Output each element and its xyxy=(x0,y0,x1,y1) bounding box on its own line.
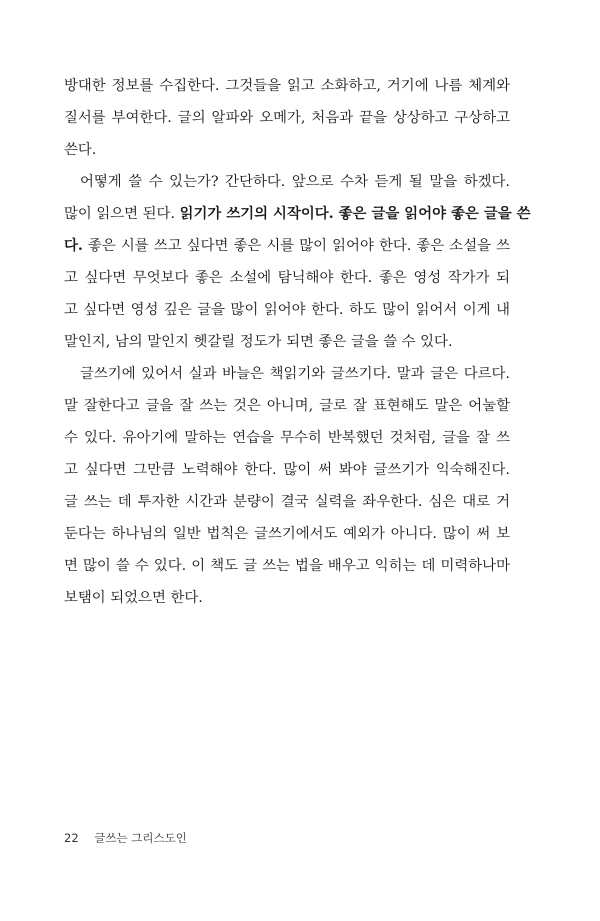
text-run: 좋은 시를 쓰고 싶다면 좋은 시를 많이 읽어야 한다. 좋은 소설을 쓰 xyxy=(82,238,510,254)
text-line xyxy=(64,198,531,230)
text-run: 많이 읽으면 된다. xyxy=(64,206,180,222)
text-line: 수 있다. 유아기에 말하는 연습을 무수히 반복했던 것처럼, 글을 잘 쓰 xyxy=(64,430,510,446)
page-number: 22 xyxy=(64,831,79,845)
text-line xyxy=(64,230,510,262)
text-line: 둔다는 하나님의 일반 법칙은 글쓰기에서도 예외가 아니다. 많이 써 보 xyxy=(64,526,510,542)
text-line: 고 싶다면 영성 깊은 글을 많이 읽어야 한다. 하도 많이 읽어서 이게 내 xyxy=(64,302,510,318)
book-title: 글쓰는 그리스도인 xyxy=(94,831,187,845)
text-line: 쓴다. xyxy=(64,142,97,158)
text-line: 고 싶다면 그만큼 노력해야 한다. 많이 써 봐야 글쓰기가 익숙해진다. xyxy=(64,462,510,478)
body-text xyxy=(64,70,531,614)
text-line: 글쓰기에 있어서 실과 바늘은 책읽기와 글쓰기다. 말과 글은 다르다. xyxy=(80,366,510,382)
text-line: 질서를 부여한다. 글의 알파와 오메가, 처음과 끝을 상상하고 구상하고 xyxy=(64,110,510,126)
text-line: 글 쓰는 데 투자한 시간과 분량이 결국 실력을 좌우한다. 심은 대로 거 xyxy=(64,494,510,510)
emphasis-text: 읽기가 쓰기의 시작이다. 좋은 글을 읽어야 좋은 글을 쓴 xyxy=(179,205,531,222)
page-footer xyxy=(64,830,187,846)
text-line: 면 많이 쓸 수 있다. 이 책도 글 쓰는 법을 배우고 익히는 데 미력하나마 xyxy=(64,558,510,574)
text-line: 보탬이 되었으면 한다. xyxy=(64,590,203,606)
emphasis-text: 다. xyxy=(64,237,83,254)
text-line: 말인지, 남의 말인지 헷갈릴 정도가 되면 좋은 글을 쓸 수 있다. xyxy=(64,334,453,350)
text-line: 고 싶다면 무엇보다 좋은 소설에 탐닉해야 한다. 좋은 영성 작가가 되 xyxy=(64,270,510,286)
text-line: 어떻게 쓸 수 있는가? 간단하다. 앞으로 수차 듣게 될 말을 하겠다. xyxy=(80,174,510,190)
text-line: 방대한 정보를 수집한다. 그것들을 읽고 소화하고, 거기에 나름 체계와 xyxy=(64,78,510,94)
text-line: 말 잘한다고 글을 잘 쓰는 것은 아니며, 글로 잘 표현해도 말은 어눌할 xyxy=(64,398,510,414)
